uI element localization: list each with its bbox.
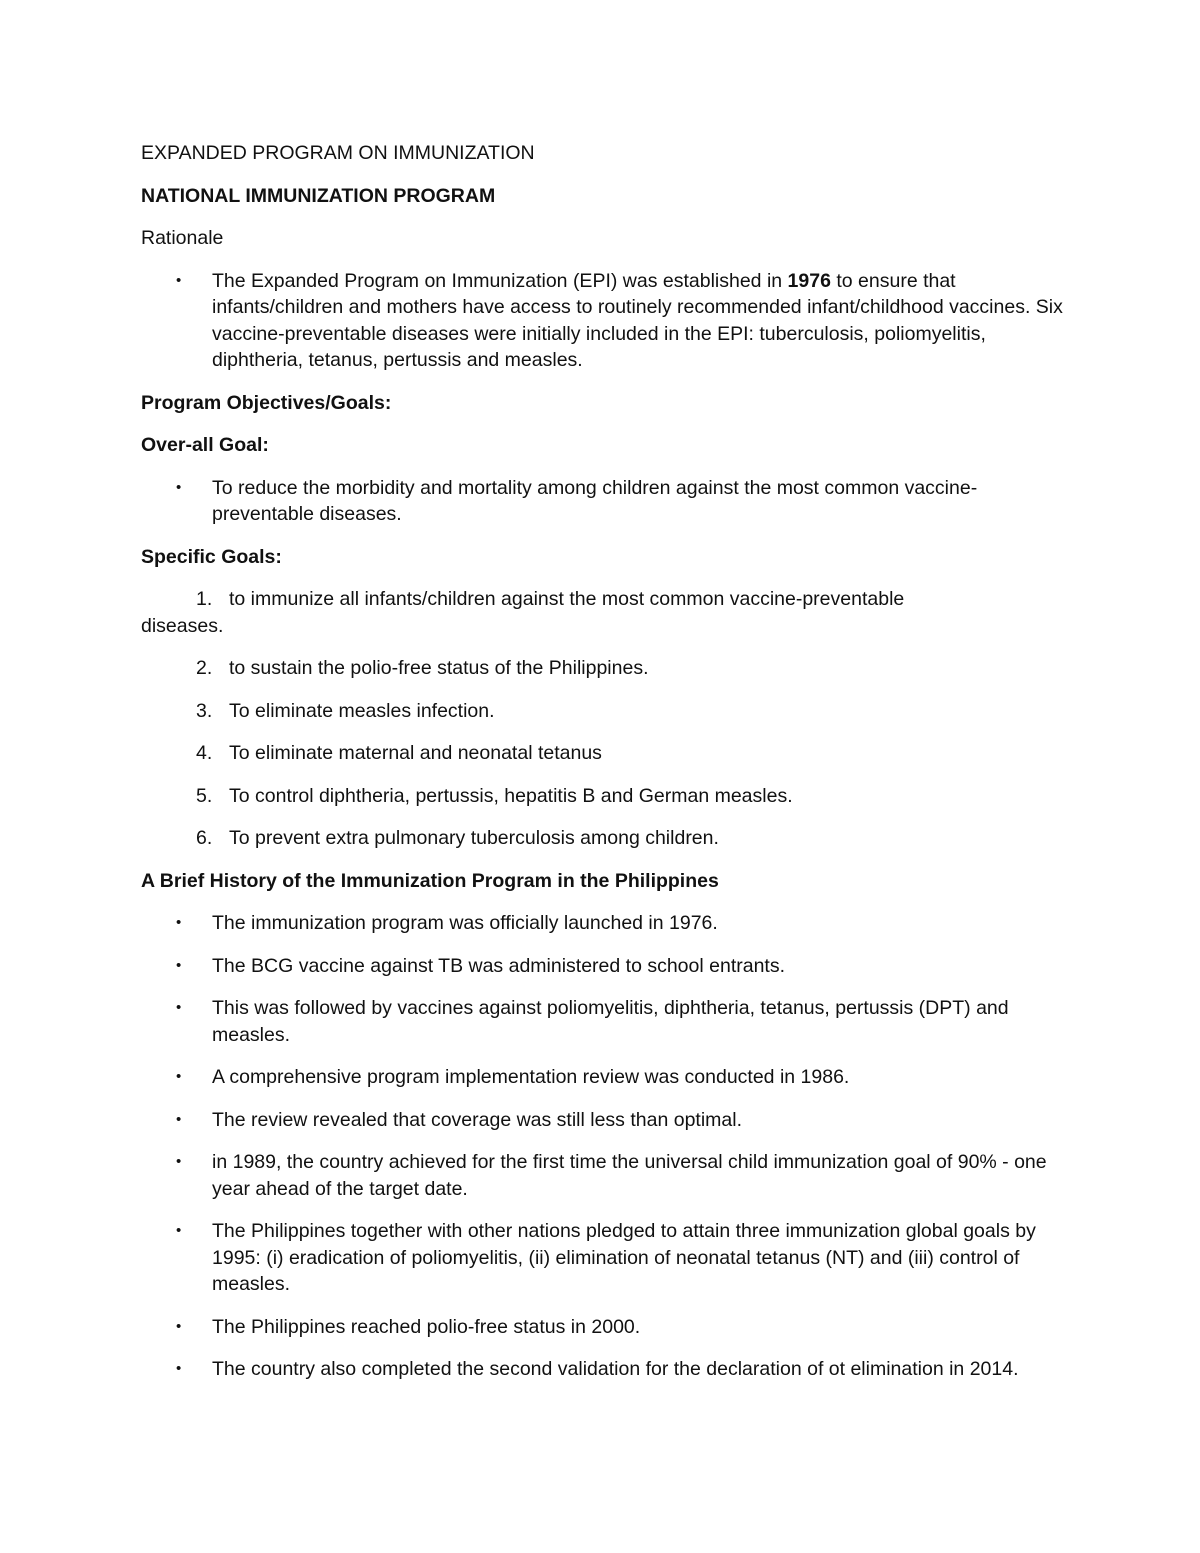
list-item	[141, 1314, 1071, 1341]
specific-goals-heading: Specific Goals:	[141, 545, 282, 568]
list-item	[141, 1149, 1071, 1202]
rationale-year: 1976	[787, 269, 831, 292]
rationale-text-before: The Expanded Program on Immunization (EPI) was established in	[212, 269, 788, 292]
goal-number: 2.	[196, 657, 213, 679]
document-content	[141, 140, 1071, 1399]
history-text: The BCG vaccine against TB was administered to school entrants.	[212, 954, 786, 977]
bullet-icon: •	[176, 999, 182, 1016]
history-list	[141, 910, 1071, 1383]
bullet-icon: •	[176, 1317, 182, 1335]
rationale-label: Rationale	[141, 227, 224, 249]
objectives-heading: Program Objectives/Goals:	[141, 391, 392, 414]
history-text: The review revealed that coverage was still less than optimal.	[212, 1108, 743, 1131]
goal-text: To eliminate maternal and neonatal tetanus	[229, 742, 602, 764]
goal-number: 6.	[196, 827, 213, 849]
goal-text: to immunize all infants/children against the most common vaccine-preventable	[229, 588, 905, 610]
list-item	[141, 953, 1071, 980]
history-text: The immunization program was officially launched in 1976.	[212, 912, 718, 934]
bullet-icon: •	[176, 1110, 182, 1128]
history-text: A comprehensive program implementation review was conducted in 1986.	[212, 1066, 850, 1088]
bullet-icon: •	[176, 271, 182, 289]
document-subtitle: NATIONAL IMMUNIZATION PROGRAM	[141, 184, 496, 207]
bullet-icon: •	[176, 956, 182, 974]
bullet-icon: •	[176, 1068, 182, 1085]
bullet-icon: •	[176, 1222, 182, 1239]
list-item	[141, 698, 1071, 725]
bullet-icon: •	[176, 478, 182, 496]
list-item	[141, 910, 1071, 937]
bullet-icon: •	[176, 914, 182, 931]
list-item	[141, 783, 1071, 810]
goal-number: 3.	[196, 699, 213, 722]
overall-goal-text: To reduce the morbidity and mortality among children against the most common vaccine-preventable diseases.	[212, 476, 978, 525]
goal-first-line	[141, 586, 1071, 613]
history-text: The country also completed the second validation for the declaration of ot elimination in 2014.	[212, 1358, 1019, 1380]
document-title: EXPANDED PROGRAM ON IMMUNIZATION	[141, 142, 535, 164]
rationale-text-after: to ensure that infants/children and mothers have access to routinely recommended infant/childhood vaccines. Six vaccine-preventable diseases were initially included in the EPI: tuberculosis, poliomyelitis, diphtheria, tetanus, pertussis and measles.	[212, 269, 1063, 371]
goal-number: 5.	[196, 784, 213, 807]
list-item	[141, 825, 1071, 852]
history-text: in 1989, the country achieved for the first time the universal child immunization goal of 90% - one year ahead of the target date.	[212, 1151, 1047, 1200]
history-text: This was followed by vaccines against poliomyelitis, diphtheria, tetanus, pertussis (DPT) and measles.	[212, 997, 1009, 1046]
list-item	[141, 1218, 1071, 1298]
goal-text: To eliminate measles infection.	[229, 699, 495, 722]
list-item	[141, 1107, 1071, 1134]
goal-number: 4.	[196, 742, 213, 764]
goal-text: To control diphtheria, pertussis, hepatitis B and German measles.	[229, 784, 793, 807]
history-text: The Philippines together with other nations pledged to attain three immunization global goals by 1995: (i) eradication of poliomyelitis, (ii) elimination of neonatal tetanus (NT) and (iii) control of measles.	[212, 1220, 1036, 1295]
goal-text: To prevent extra pulmonary tuberculosis among children.	[229, 827, 719, 849]
list-item	[141, 1356, 1071, 1383]
list-item	[141, 740, 1071, 767]
list-item	[141, 475, 1071, 528]
list-item	[141, 995, 1071, 1048]
overall-goal-heading: Over-all Goal:	[141, 434, 269, 456]
list-item	[141, 655, 1071, 682]
specific-goals-list	[141, 586, 1071, 852]
history-text: The Philippines reached polio-free status in 2000.	[212, 1315, 641, 1338]
list-item	[141, 268, 1071, 374]
bullet-icon: •	[176, 1360, 182, 1377]
history-heading: A Brief History of the Immunization Program in the Philippines	[141, 869, 719, 892]
list-item	[141, 1064, 1071, 1091]
goal-text: to sustain the polio-free status of the Philippines.	[229, 657, 649, 679]
goal-number: 1.	[196, 588, 213, 610]
goal-continuation: diseases.	[141, 614, 224, 637]
rationale-list	[141, 268, 1071, 374]
list-item	[141, 586, 1071, 639]
bullet-icon: •	[176, 1153, 182, 1170]
overall-goal-list	[141, 475, 1071, 528]
